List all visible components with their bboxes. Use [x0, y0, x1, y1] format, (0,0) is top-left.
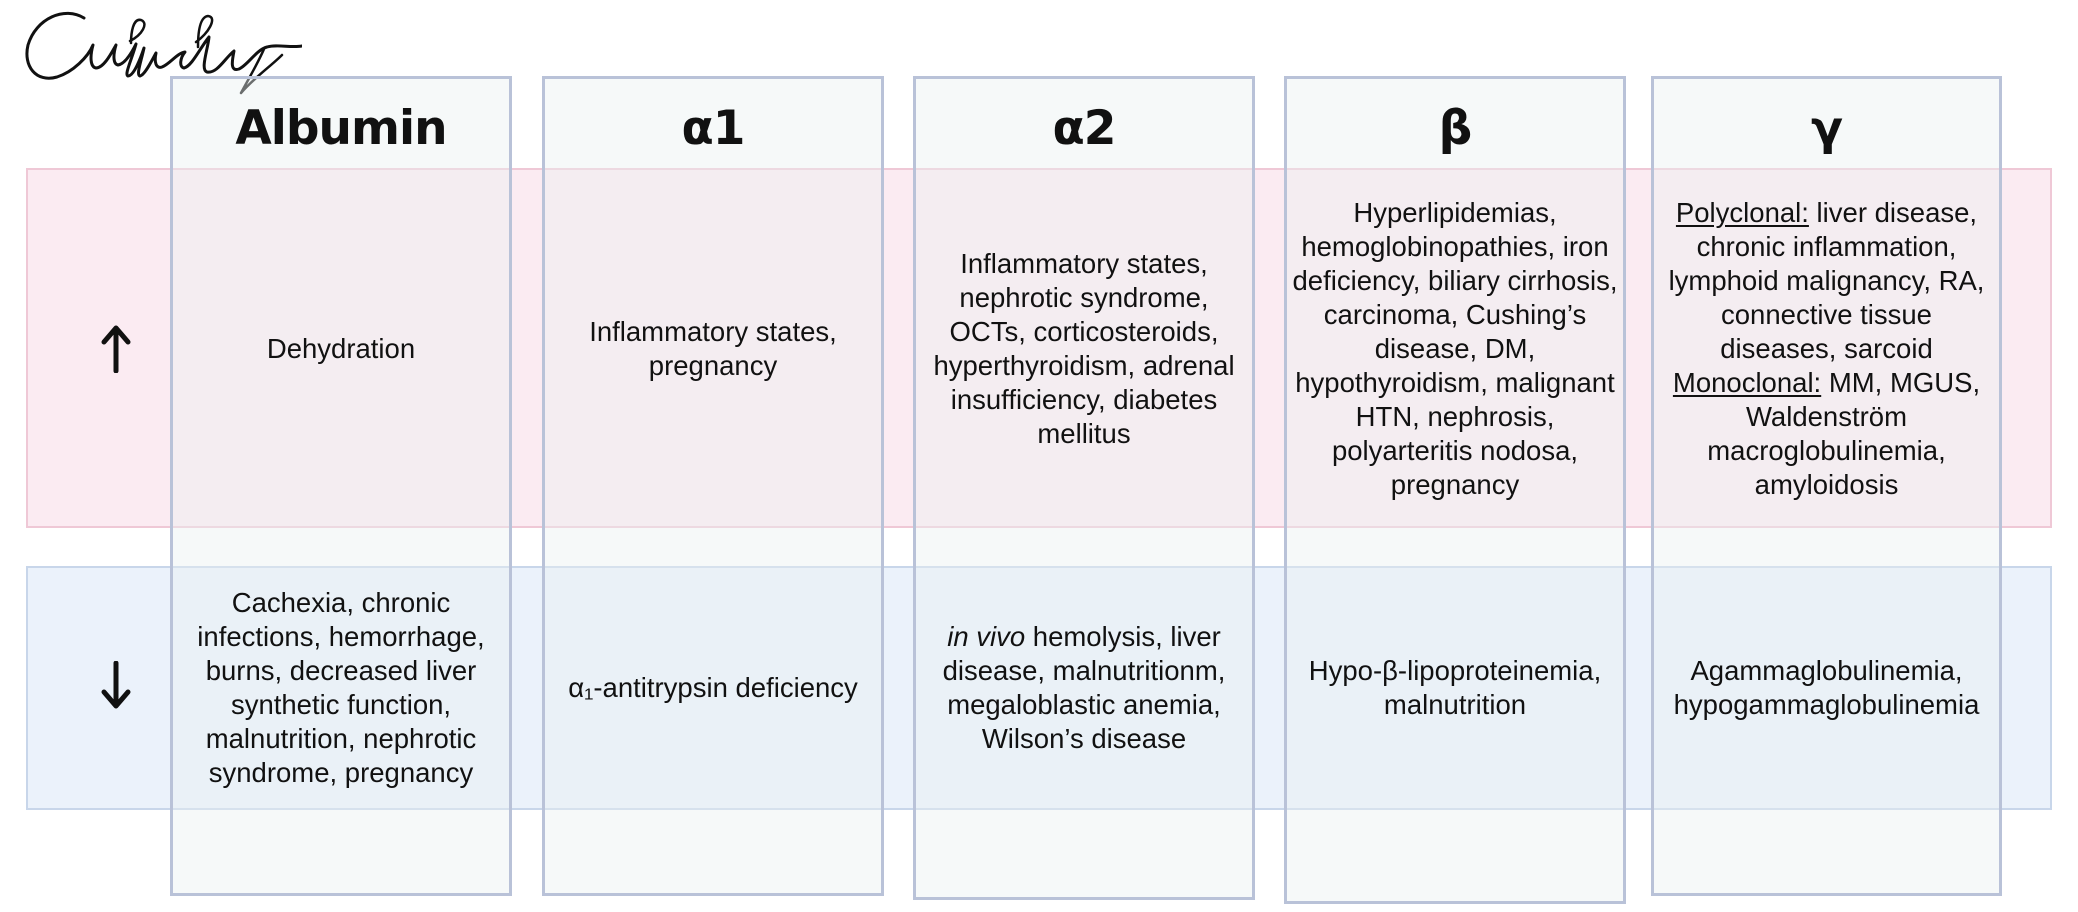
albumin-decrease-text: Cachexia, chronic infections, hemorrhage, burns, decreased liver synthetic function, malnutrition, nephrotic syndrome, pregnancy [197, 587, 485, 788]
polyclonal-text: liver disease, chronic inflammation, lymphoid malignancy, RA, connective tissue diseases, sarcoid [1668, 197, 1985, 364]
monoclonal-label: Monoclonal: [1672, 367, 1822, 398]
arrow-down-icon-drawing [99, 661, 133, 711]
alpha2-decrease-rest: hemolysis, liver disease, malnutritionm, megaloblastic anemia, Wilson’s disease [942, 621, 1226, 754]
alpha1-header: α1 [681, 100, 745, 156]
beta-increase-cell [1284, 174, 1626, 524]
arrow-up-icon [88, 318, 144, 378]
alpha2-decrease-cell [913, 572, 1255, 804]
arrow-down-icon [88, 656, 144, 716]
alpha2-increase-text: Inflammatory states, nephrotic syndrome, OCTs, corticosteroids, hyperthyroidism, adrenal insufficiency, diabetes mellitus [933, 248, 1235, 449]
albumin-increase-cell [170, 174, 512, 524]
gamma-decrease-cell [1651, 572, 2002, 804]
alpha1-decrease-cell [542, 572, 884, 804]
beta-header: β [1438, 100, 1472, 156]
alpha1-decrease-text: α₁-antitrypsin deficiency [568, 672, 858, 703]
albumin-increase-text: Dehydration [266, 333, 416, 364]
albumin-header: Albumin [235, 100, 447, 156]
alpha1-increase-cell [542, 174, 884, 524]
albumin-decrease-cell [170, 572, 512, 804]
alpha2-decrease-text [922, 620, 1247, 756]
polyclonal-label: Polyclonal: [1675, 197, 1809, 228]
beta-decrease-text: Hypo-β-lipoproteinemia, malnutrition [1308, 655, 1602, 720]
beta-increase-text: Hyperlipidemias, hemoglobinopathies, iron deficiency, biliary cirrhosis, carcinoma, Cushing’s disease, DM, hypothyroidism, malignant HTN, nephrosis, polyarteritis nodosa, pregnancy [1292, 197, 1618, 500]
beta-decrease-cell [1284, 572, 1626, 804]
gamma-increase-text [1667, 196, 1987, 502]
arrow-up-icon-drawing [99, 323, 133, 373]
gamma-increase-cell [1651, 174, 2002, 524]
alpha2-increase-cell [913, 174, 1255, 524]
gamma-header: γ [1810, 100, 1842, 156]
monoclonal-text: MM, MGUS, Waldenström macroglobulinemia, amyloidosis [1707, 367, 1981, 500]
alpha2-header: α2 [1052, 100, 1116, 156]
alpha1-increase-text: Inflammatory states, pregnancy [589, 316, 837, 381]
gamma-decrease-text: Agammaglobulinemia, hypogammaglobulinemia [1673, 655, 1980, 720]
alpha2-decrease-italic: in vivo [947, 621, 1026, 652]
